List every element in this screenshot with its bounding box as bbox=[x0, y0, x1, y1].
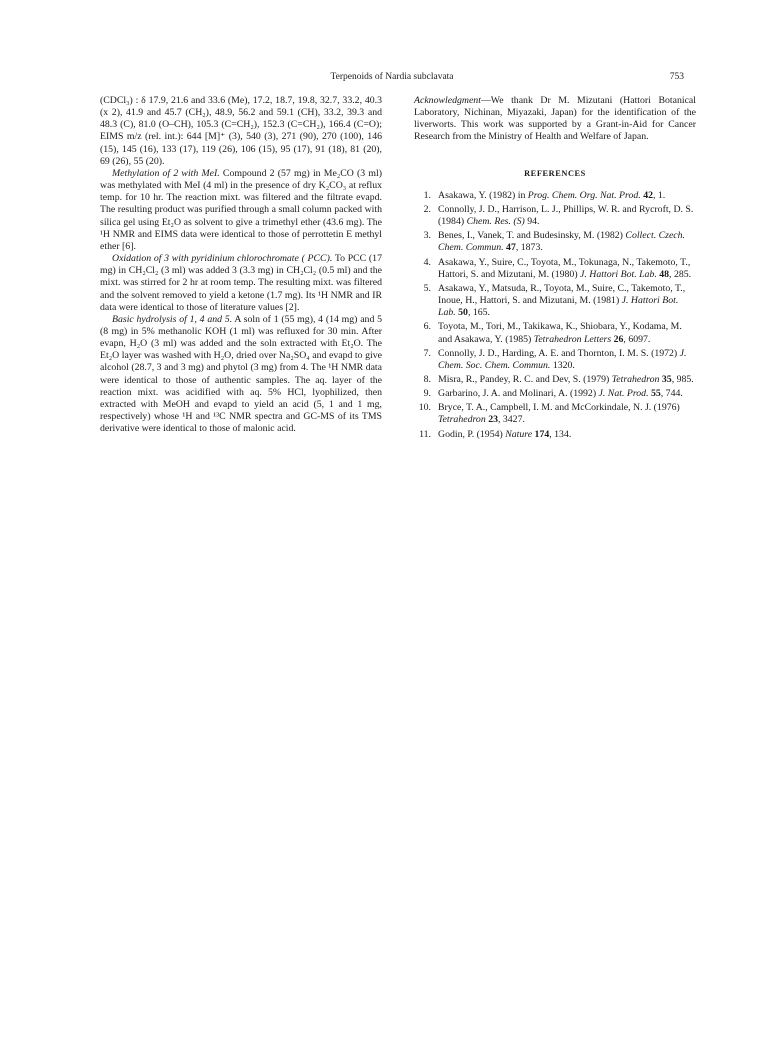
reference-pages: , 744. bbox=[660, 388, 683, 400]
reference-journal: Tetrahedron bbox=[438, 414, 486, 426]
acknowledgment-paragraph bbox=[414, 95, 696, 144]
acknowledgment-title: Acknowledgment bbox=[414, 95, 481, 106]
reference-number: 8. bbox=[423, 373, 431, 385]
reference-volume: 50 bbox=[458, 307, 468, 319]
reference-volume: 42 bbox=[643, 189, 653, 201]
reference-authors: Godin, P. (1954) bbox=[438, 428, 503, 440]
methylation-title: Methylation of 2 with MeI. bbox=[112, 167, 220, 179]
oxidation-text: To PCC (17 mg) in CH₂Cl₂ (3 ml) was added 3 (3.3 mg) in CH₂Cl₂ (0.5 ml) and the mixt. was stirred for 2 hr at room temp. The resulting mixt. was filtered and the solvent removed to yield a ketone (1.7 mg). Its ¹H NMR and IR data were identical to those of literature values [2]. bbox=[100, 253, 382, 313]
left-column bbox=[100, 95, 382, 435]
running-header bbox=[100, 72, 684, 88]
reference-item bbox=[414, 348, 696, 372]
reference-number: 11. bbox=[419, 428, 431, 440]
references-heading: REFERENCES bbox=[524, 168, 586, 178]
reference-number: 10. bbox=[418, 402, 431, 414]
reference-authors: Connolly, J. D., Harding, A. E. and Thornton, I. M. S. (1972) bbox=[438, 347, 678, 359]
reference-item bbox=[414, 230, 696, 254]
reference-number: 5. bbox=[423, 282, 431, 294]
hydrolysis-paragraph bbox=[100, 314, 382, 436]
reference-item bbox=[414, 374, 696, 386]
reference-pages: 94. bbox=[524, 216, 540, 228]
reference-authors: Garbarino, J. A. and Molinari, A. (1992) bbox=[438, 388, 597, 400]
reference-item bbox=[414, 388, 696, 400]
reference-pages: , 1. bbox=[652, 189, 666, 201]
reference-authors: Misra, R., Pandey, R. C. and Dev, S. (1979) bbox=[438, 373, 610, 385]
reference-number: 4. bbox=[423, 256, 431, 268]
reference-number: 1. bbox=[423, 189, 431, 201]
reference-journal: Tetrahedron Letters bbox=[533, 333, 612, 345]
reference-number: 2. bbox=[423, 203, 431, 215]
reference-item bbox=[414, 190, 696, 202]
oxidation-paragraph bbox=[100, 253, 382, 314]
methylation-paragraph bbox=[100, 168, 382, 253]
reference-volume: 35 bbox=[661, 373, 672, 385]
acknowledgment-text: —We thank Dr M. Mizutani (Hattori Botanical Laboratory, Nichinan, Miyazaki, Japan) for the identification of the liverworts. This work was supported by a Grant-in-Aid for Cancer Research from the Ministry of Health and Welfare of Japan. bbox=[414, 95, 696, 143]
reference-item bbox=[414, 257, 696, 281]
reference-item bbox=[414, 402, 696, 426]
reference-number: 7. bbox=[423, 347, 431, 359]
reference-authors: Asakawa, Y., Matsuda, R., Toyota, M., Suire, C., Takemoto, T., Inoue, H., Hattori, S. and Mizutani, M. (1981) bbox=[438, 282, 686, 307]
reference-volume: 55 bbox=[650, 388, 661, 400]
hydrolysis-title: Basic hydrolysis of 1, 4 and 5. bbox=[112, 313, 233, 325]
reference-journal: Chem. Res. (S) bbox=[466, 216, 525, 228]
reference-pages: , 985. bbox=[671, 373, 694, 385]
reference-volume: 23 bbox=[488, 414, 498, 426]
reference-item bbox=[414, 321, 696, 345]
hydrolysis-text: A soln of 1 (55 mg), 4 (14 mg) and 5 (8 mg) in 5% methanolic KOH (1 ml) was refluxed for 30 min. After evapn, H₂O (3 ml) was added and the soln extracted with Et₂O. The Et₂O layer was washed with H₂O, dried over Na₂SO₄ and evapd to give alcohol (28.7, 3 and 3 mg) and phytol (3 mg) from 4. The ¹H NMR data were identical to those of authentic samples. The aq. layer of the reaction mixt. was acidified with aq. 5% HCl, lyophilized, then extracted with MeOH and evapd to yield an acid (5, 1 and 1 mg, respectively) whose ¹H and ¹³C NMR spectra and GC-MS of its TMS derivative were identical to those of malonic acid. bbox=[100, 313, 382, 435]
reference-pages: , 1873. bbox=[515, 242, 543, 254]
reference-journal: J. Chem. Soc. Chem. Commun. bbox=[438, 347, 687, 371]
reference-authors: Asakawa, Y., Suire, C., Toyota, M., Tokunaga, N., Takemoto, T., Hattori, S. and Mizutani, M. (1980) bbox=[438, 256, 691, 280]
oxidation-title: Oxidation of 3 with pyridinium chlorochromate ( PCC). bbox=[112, 253, 333, 265]
reference-journal: J. Nat. Prod. bbox=[598, 388, 649, 400]
reference-list bbox=[414, 190, 696, 441]
reference-item bbox=[414, 204, 696, 228]
reference-pages: 1320. bbox=[550, 359, 575, 371]
reference-authors: Bryce, T. A., Campbell, I. M. and McCorkindale, N. J. (1976) bbox=[438, 402, 680, 414]
running-title: Terpenoids of Nardia subclavata bbox=[330, 72, 454, 82]
reference-authors: Toyota, M., Tori, M., Takikawa, K., Shiobara, Y., Kodama, M. and Asakawa, Y. (1985) bbox=[438, 321, 682, 345]
reference-authors: Benes, I., Vanek, T. and Budesinsky, M. (1982) bbox=[438, 230, 623, 242]
reference-volume: 26 bbox=[613, 333, 624, 345]
reference-volume: 48 bbox=[659, 268, 670, 280]
methylation-text: Compound 2 (57 mg) in Me₂CO (3 ml) was methylated with MeI (4 ml) in the presence of dry K₂CO₃ at reflux temp. for 10 hr. The reaction mixt. was filtered and the filtrate evapd. The resulting product was purified through a small column packed with silica gel using Et₂O as solvent to give a trimethyl ether (43.6 mg). The ¹H NMR and EIMS data were identical to those of perrottetin E methyl ether [6]. bbox=[100, 167, 382, 252]
reference-authors: Connolly, J. D., Harrison, L. J., Phillips, W. R. and Rycroft, D. S. (1984) bbox=[438, 203, 694, 228]
reference-journal: Tetrahedron bbox=[611, 373, 660, 385]
reference-journal: J. Hattori Bot. Lab. bbox=[580, 268, 657, 280]
reference-journal: J. Hattori Bot. Lab. bbox=[438, 295, 679, 319]
reference-pages: , 165. bbox=[467, 307, 490, 319]
reference-volume: 47 bbox=[506, 242, 516, 254]
reference-authors: Asakawa, Y. (1982) in bbox=[438, 189, 526, 201]
reference-pages: , 285. bbox=[669, 268, 692, 280]
reference-number: 6. bbox=[423, 321, 431, 333]
reference-number: 3. bbox=[423, 230, 431, 242]
reference-pages: , 3427. bbox=[497, 414, 525, 426]
reference-number: 9. bbox=[423, 388, 431, 400]
reference-journal: Prog. Chem. Org. Nat. Prod. bbox=[527, 189, 641, 201]
reference-pages: , 6097. bbox=[623, 333, 651, 345]
reference-pages: , 134. bbox=[549, 428, 572, 440]
reference-journal: Nature bbox=[505, 428, 533, 440]
reference-volume: 174 bbox=[534, 428, 550, 440]
reference-item bbox=[414, 283, 696, 319]
page-number: 753 bbox=[669, 72, 684, 82]
right-column bbox=[414, 95, 696, 443]
spectral-data-paragraph: (CDCl₃) : δ 17.9, 21.6 and 33.6 (Me), 17.2, 18.7, 19.8, 32.7, 33.2, 40.3 (x 2), 41.9 and 45.7 (CH₂), 48.9, 56.2 and 59.1 (CH), 33.2, 39.3 and 48.3 (C), 81.0 (O–CH), 105.3 (C=CH₂), 152.3 (C=CH₂), 166.4 (C=O); EIMS m/z (rel. int.): 644 [M]⁺ (3), 540 (3), 271 (90), 270 (100), 146 (15), 145 (16), 133 (17), 119 (26), 106 (15), 95 (17), 91 (18), 81 (20), 69 (26), 55 (20). bbox=[100, 95, 382, 167]
reference-item bbox=[414, 429, 696, 441]
reference-journal: Collect. Czech. Chem. Commun. bbox=[438, 230, 685, 254]
